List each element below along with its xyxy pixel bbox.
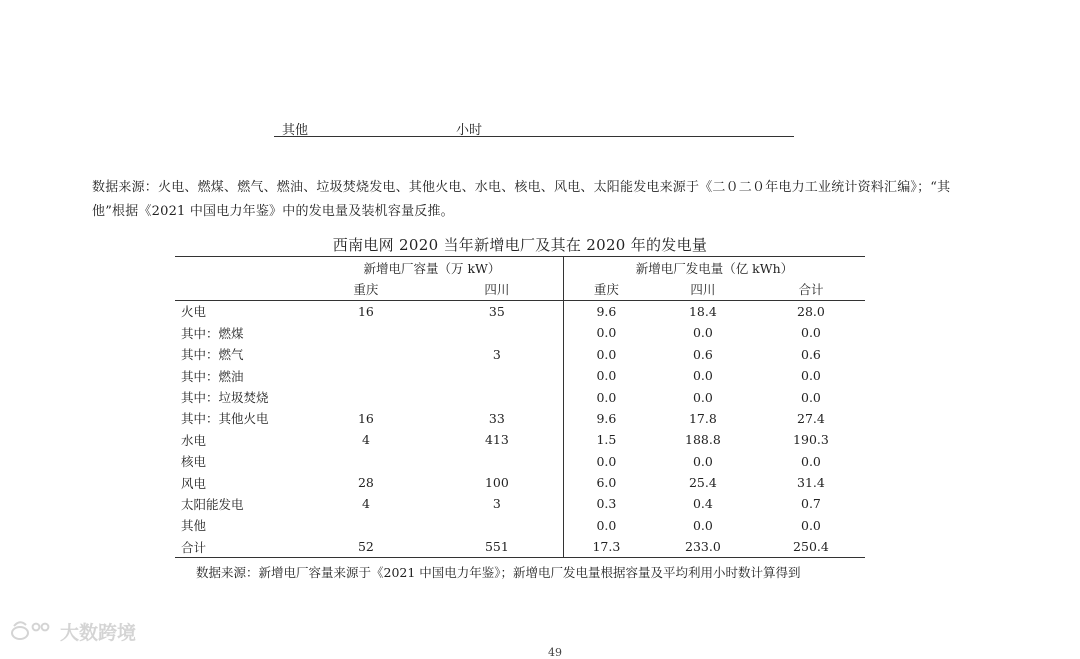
row-label: 其中：燃气 — [181, 347, 244, 363]
capacity-chongqing-cell: 28 — [357, 475, 374, 491]
source-note-1-line-2: 他”根据《2021 中国电力年鉴》中的发电量及装机容量反推。 — [92, 204, 454, 219]
row-label: 其中：其他火电 — [181, 411, 269, 427]
generation-total-cell: 250.4 — [793, 539, 829, 555]
header-capacity-sichuan: 四川 — [431, 278, 564, 300]
header-generation-chongqing: 重庆 — [563, 278, 649, 300]
generation-sichuan-cell: 17.8 — [688, 410, 717, 426]
capacity-sichuan-cell: 3 — [492, 346, 501, 362]
generation-sichuan-cell: 25.4 — [688, 475, 717, 491]
source-note-2: 数据来源：新增电厂容量来源于《2021 中国电力年鉴》；新增电厂发电量根据容量及平均利用小时数计算得到 — [196, 565, 801, 580]
capacity-chongqing-cell: 4 — [361, 432, 370, 448]
generation-sichuan-cell: 233.0 — [685, 539, 721, 555]
generation-total-cell: 0.0 — [801, 453, 821, 469]
generation-sichuan-cell: 0.0 — [692, 368, 713, 384]
generation-total-cell: 31.4 — [797, 475, 825, 491]
source-note-1-line-1: 数据来源：火电、燃煤、燃气、燃油、垃圾焚烧发电、其他火电、水电、核电、风电、太阳能发电来源于《二０二０年电力工业统计资料汇编》；“其 — [92, 180, 951, 195]
table-row — [175, 344, 865, 365]
table-row — [175, 386, 865, 407]
capacity-chongqing-cell — [301, 451, 431, 472]
table-row — [175, 429, 865, 450]
weibo-logo-icon — [10, 620, 54, 642]
generation-chongqing-cell: 0.0 — [563, 386, 649, 407]
generation-total-cell: 0.0 — [801, 368, 821, 384]
generation-total-cell: 0.7 — [801, 496, 821, 512]
capacity-sichuan-cell: 413 — [484, 432, 509, 448]
generation-total-cell: 190.3 — [793, 432, 829, 448]
row-label: 太阳能发电 — [181, 496, 244, 512]
header-capacity-chongqing: 重庆 — [301, 278, 431, 300]
generation-chongqing-cell: 0.0 — [563, 322, 649, 343]
generation-total-cell: 28.0 — [797, 303, 825, 319]
row-label: 其中：垃圾焚烧 — [181, 390, 269, 406]
capacity-chongqing-cell: 52 — [357, 539, 374, 555]
table-row — [175, 408, 865, 429]
table-row — [175, 365, 865, 386]
capacity-chongqing-cell — [301, 344, 431, 365]
capacity-chongqing-cell — [301, 515, 431, 536]
generation-sichuan-cell: 0.6 — [692, 346, 713, 362]
table-row — [175, 322, 865, 343]
capacity-sichuan-cell: 35 — [488, 303, 505, 319]
generation-total-cell: 0.6 — [801, 346, 821, 362]
generation-total-cell: 0.0 — [801, 325, 821, 341]
row-label: 风电 — [181, 475, 207, 491]
capacity-sichuan-cell: 3 — [492, 496, 501, 512]
capacity-sichuan-cell — [431, 365, 564, 386]
generation-chongqing-cell: 0.0 — [563, 451, 649, 472]
table-row — [175, 451, 865, 472]
generation-sichuan-cell: 0.0 — [692, 325, 713, 341]
header-generation-total: 合计 — [757, 278, 865, 300]
generation-chongqing-cell: 0.0 — [563, 365, 649, 386]
row-label: 火电 — [181, 304, 207, 320]
generation-chongqing-cell: 6.0 — [563, 472, 649, 493]
capacity-chongqing-cell: 4 — [361, 496, 370, 512]
capacity-sichuan-cell — [431, 386, 564, 407]
generation-chongqing-cell: 17.3 — [563, 536, 649, 558]
row-label: 其他 — [282, 123, 309, 138]
generation-group-header: 新增电厂发电量（亿 kWh） — [563, 257, 865, 279]
generation-chongqing-cell: 0.0 — [563, 515, 649, 536]
capacity-chongqing-cell — [301, 365, 431, 386]
generation-total-cell: 0.0 — [801, 389, 821, 405]
row-label: 其中：燃煤 — [181, 325, 244, 341]
new-plants-table — [175, 256, 865, 558]
row-label: 核电 — [181, 454, 207, 470]
row-unit: 小时 — [456, 123, 483, 138]
previous-table-last-row — [274, 118, 794, 137]
capacity-sichuan-cell — [431, 322, 564, 343]
capacity-chongqing-cell: 16 — [357, 410, 374, 426]
table-body — [175, 300, 865, 558]
capacity-chongqing-cell: 16 — [357, 303, 374, 319]
capacity-sichuan-cell: 100 — [484, 475, 509, 491]
generation-sichuan-cell: 0.0 — [692, 517, 713, 533]
capacity-sichuan-cell: 33 — [488, 410, 505, 426]
generation-chongqing-cell: 0.3 — [563, 493, 649, 514]
generation-sichuan-cell: 0.0 — [692, 453, 713, 469]
capacity-sichuan-cell: 551 — [484, 539, 509, 555]
generation-chongqing-cell: 1.5 — [563, 429, 649, 450]
group-header-row — [175, 257, 865, 279]
row-label: 水电 — [181, 432, 207, 448]
generation-total-cell: 27.4 — [797, 410, 825, 426]
capacity-sichuan-cell — [431, 515, 564, 536]
header-generation-sichuan: 四川 — [649, 278, 757, 300]
row-label: 其他 — [181, 518, 207, 534]
generation-chongqing-cell: 9.6 — [563, 408, 649, 429]
page-number: 49 — [548, 646, 562, 659]
generation-sichuan-cell: 0.4 — [692, 496, 713, 512]
source-note-1 — [92, 176, 992, 224]
capacity-group-header: 新增电厂容量（万 kW） — [363, 260, 501, 276]
generation-sichuan-cell: 0.0 — [692, 389, 713, 405]
watermark — [10, 618, 136, 644]
table-row — [175, 493, 865, 514]
capacity-sichuan-cell — [431, 451, 564, 472]
row-label: 合计 — [181, 539, 207, 555]
generation-chongqing-cell: 9.6 — [563, 300, 649, 322]
table-title: 西南电网 2020 当年新增电厂及其在 2020 年的发电量 — [332, 236, 708, 254]
capacity-chongqing-cell — [301, 322, 431, 343]
table-row — [175, 300, 865, 322]
sub-header-row — [175, 278, 865, 300]
table-row — [175, 515, 865, 536]
row-label: 其中：燃油 — [181, 368, 244, 384]
generation-sichuan-cell: 188.8 — [685, 432, 721, 448]
generation-total-cell: 0.0 — [801, 517, 821, 533]
table-row — [175, 472, 865, 493]
generation-chongqing-cell: 0.0 — [563, 344, 649, 365]
watermark-text: 大数跨境 — [60, 621, 137, 644]
generation-sichuan-cell: 18.4 — [688, 303, 717, 319]
table-row — [175, 536, 865, 558]
capacity-chongqing-cell — [301, 386, 431, 407]
